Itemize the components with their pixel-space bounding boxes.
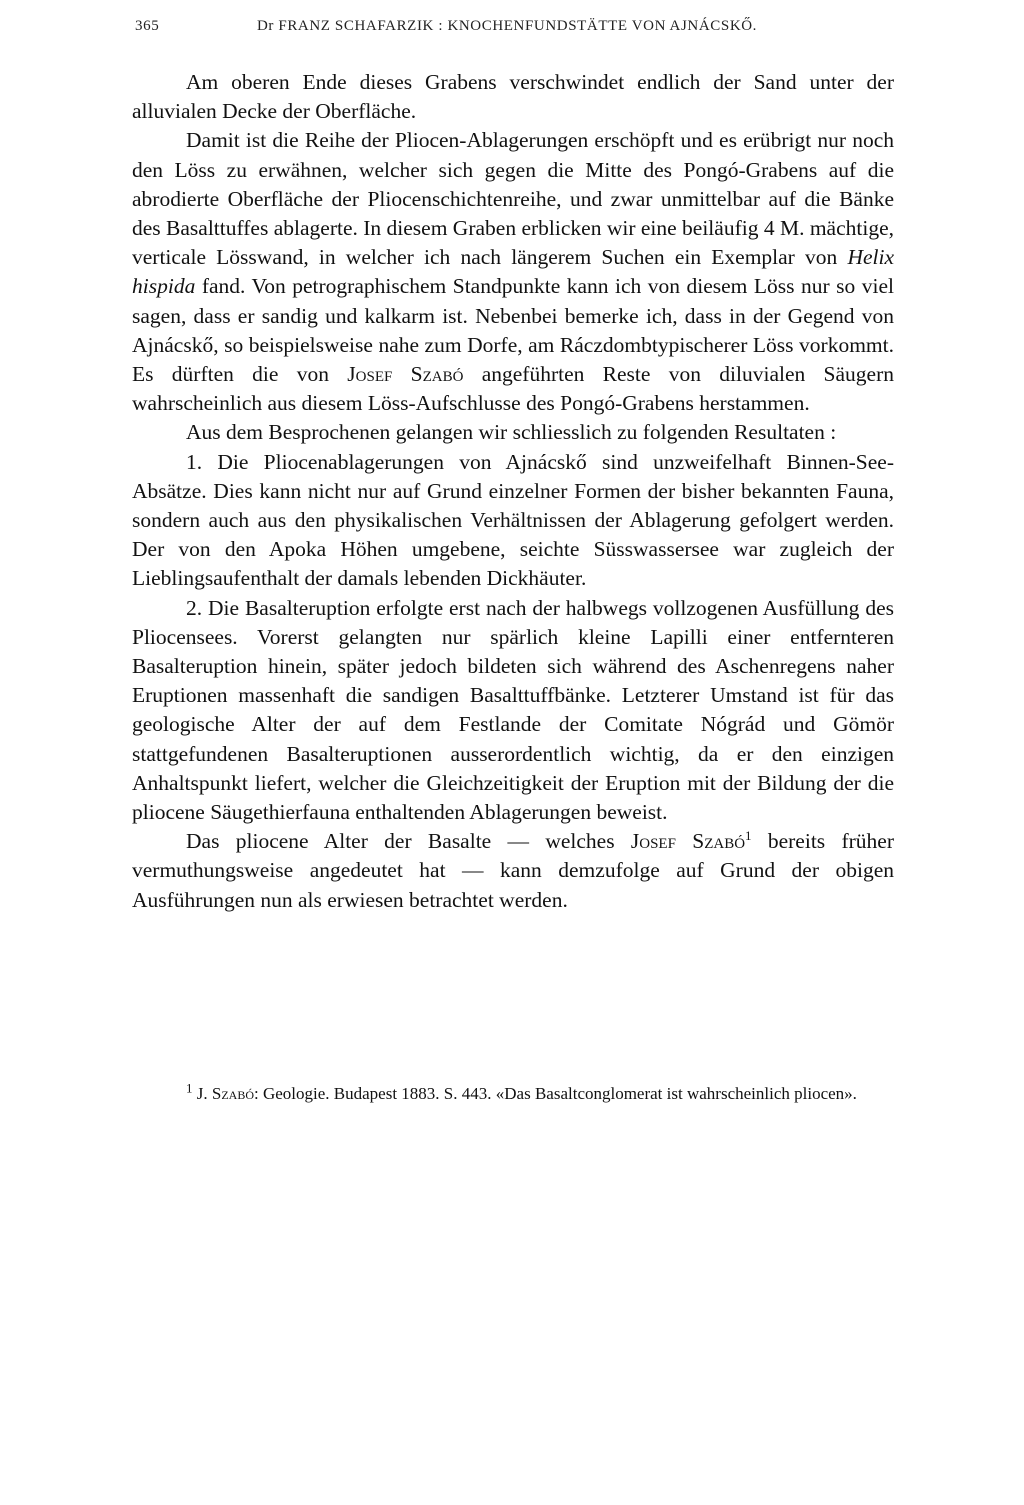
text-run: J.	[192, 1084, 212, 1103]
text-run: Am oberen Ende dieses Grabens verschwindet endlich der Sand unter der alluvialen Decke der Oberfläche.	[132, 70, 894, 124]
footnote-text	[132, 1081, 894, 1107]
text-run: angeführten Reste von diluvialen Säugern wahrscheinlich aus diesem Löss-Aufschlusse des Pongó-Grabens herstammen.	[132, 362, 895, 416]
paragraph	[132, 68, 894, 126]
footnote-marker: 1	[745, 828, 752, 844]
italic-text: Helix hispida	[132, 245, 894, 299]
text-run: Das pliocene Alter der Basalte — welches	[186, 829, 631, 854]
footnote	[132, 1081, 894, 1107]
running-header	[132, 18, 902, 42]
text-run: bereits früher vermuthungsweise angedeutet hat — kann demzufolge auf Grund der obigen Ausführungen nun als erwiesen betrachtet werden.	[132, 829, 894, 912]
author-name: Josef Szabó	[347, 362, 464, 387]
paragraph	[132, 827, 894, 915]
text-run: Damit ist die Reihe der Pliocen-Ablagerungen erschöpft und es erübrigt nur noch den Löss zu erwähnen, welcher sich gegen die Mitte des Pongó-Grabens auf die abrodierte Oberfläche der Pliocenschichtenreihe, und zwar unmittelbar auf die Bänke des Basalttuffes ablagerte. In diesem Graben erblicken wir eine beiläufig 4 M. mächtige, verticale Lösswand, in welcher ich nach längerem Suchen ein Exemplar von	[132, 128, 894, 270]
body-text	[132, 68, 894, 915]
text-run: 1. Die Pliocenablagerungen von Ajnácskő sind unzweifelhaft Binnen-See-Absätze. Dies kann nicht nur auf Grund einzelner Formen der bisher bekannten Fauna, sondern auch aus den physikalischen Verhältnissen der Ablagerung gefolgert werden. Der von den Apoka Höhen umgebene, seichte Süsswassersee war zugleich der Lieblingsaufenthalt der damals lebenden Dickhäuter.	[132, 449, 894, 591]
page-number: 365	[135, 18, 160, 34]
paragraph	[132, 448, 894, 594]
author-name: Szabó	[211, 1084, 254, 1103]
paragraph	[132, 594, 894, 828]
text-run: Aus dem Besprochenen gelangen wir schliesslich zu folgenden Resultaten :	[186, 420, 837, 445]
author-name: Josef Szabó	[630, 829, 746, 854]
running-title: Dr FRANZ SCHAFARZIK : KNOCHENFUNDSTÄTTE VON AJNÁCSKŐ.	[257, 18, 758, 34]
footnote-marker: 1	[186, 1080, 193, 1096]
text-run: fand. Von petrographischem Standpunkte kann ich von diesem Löss nur so viel sagen, dass er sandig und kalkarm ist. Nebenbei bemerke ich, dass in der Gegend von Ajnácskő, so beispielsweise nahe zum Dorfe, am Ráczdombtypischerer Löss vorkommt. Es dürften die von	[132, 274, 894, 387]
paragraph	[132, 126, 894, 418]
text-run: 2. Die Basalteruption erfolgte erst nach der halbwegs vollzogenen Ausfüllung des Pliocensees. Vorerst gelangten nur spärlich kleine Lapilli einer entfernteren Basalteruption hinein, später jedoch bildeten sich während des Aschenregens naher Eruptionen massenhaft die sandigen Basalttuffbänke. Letzterer Umstand ist für das geologische Alter der auf dem Festlande der Comitate Nógrád und Gömör stattgefundenen Basalteruptionen ausserordentlich wichtig, da er den einzigen Anhaltspunkt liefert, welcher die Gleichzeitigkeit der Eruption mit der Bildung der die pliocene Säugethierfauna enthaltenden Ablagerungen beweist.	[132, 595, 894, 825]
paragraph	[132, 418, 894, 447]
text-run: : Geologie. Budapest 1883. S. 443. «Das Basaltconglomerat ist wahrscheinlich pliocen».	[254, 1084, 857, 1103]
